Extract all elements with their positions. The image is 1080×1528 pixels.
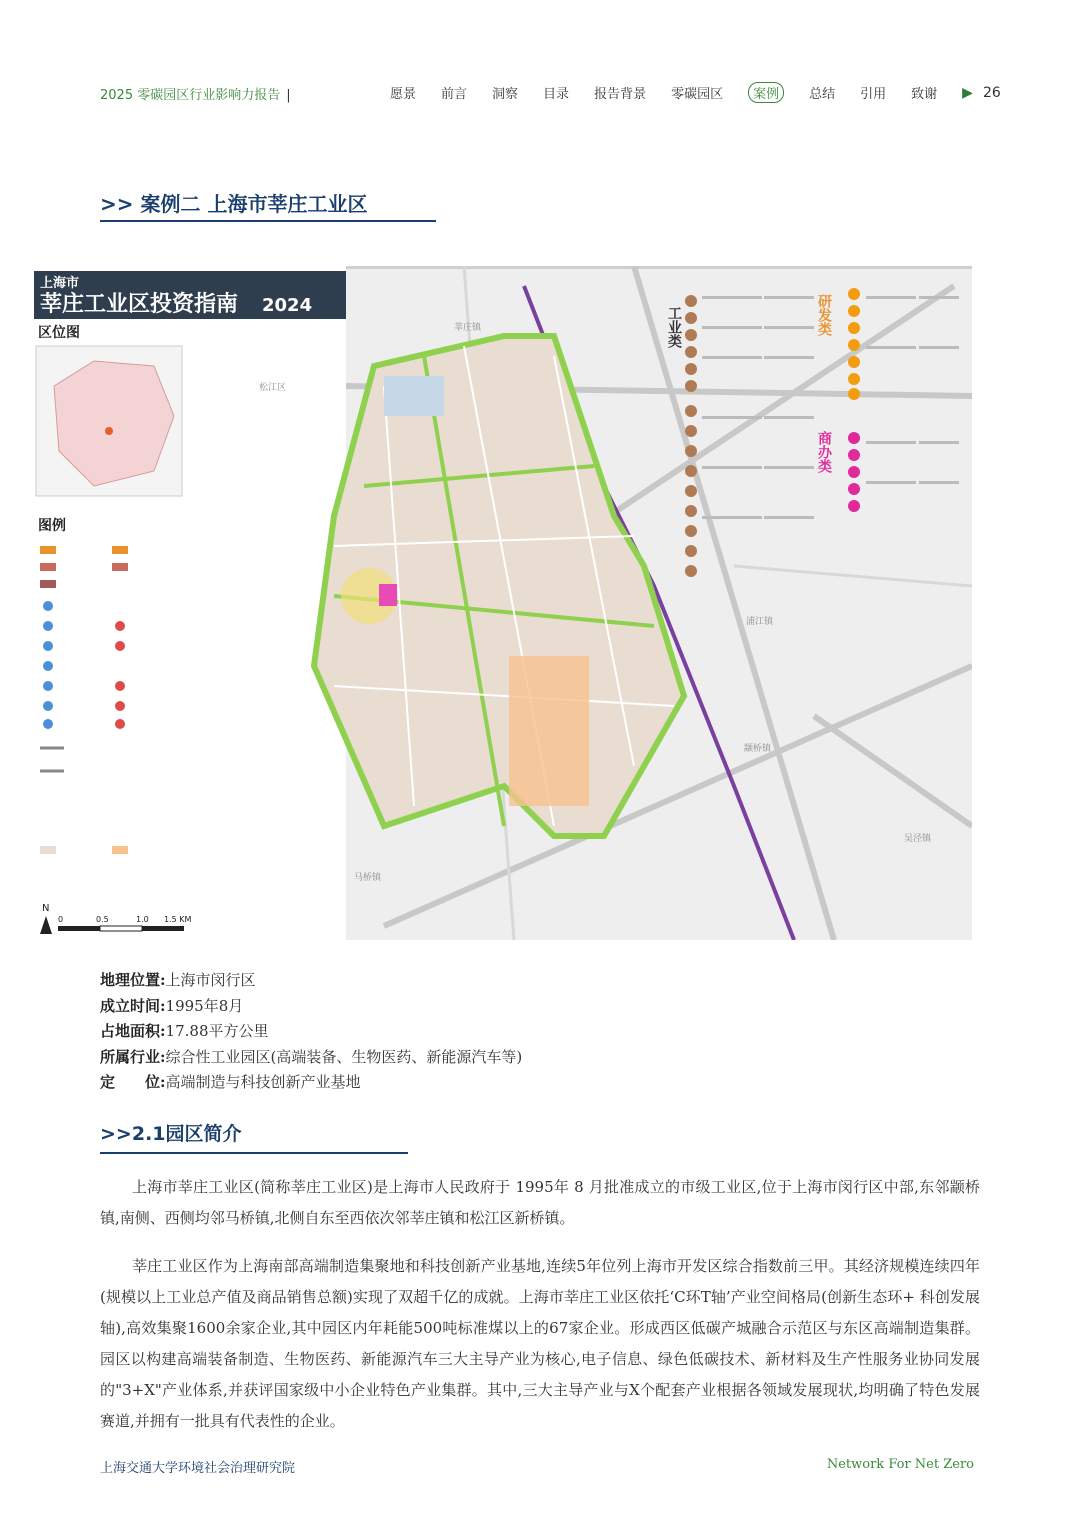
intro-paragraph-2: 莘庄工业区作为上海南部高端制造集聚地和科技创新产业基地,连续5年位列上海市开发区综合指数前三甲。其经济规模连续四年(规模以上工业总产值及商品销售总额)实现了双超千亿的成就。上海市莘庄工业区依托‘C环T轴’产业空间格局(创新生态环+ 科创发展轴),高效集聚1600余家企业,其中园区内年耗能500吨标准煤以上的67家企业。形成西区低碳产城融合示范区与东区高端制造集群。园区以构建高端装备制造、生物医药、新能源汽车三大主导产业为核心,电子信息、绿色低碳技术、新材料及生产性服务业协同发展的"3+X"产业体系,并获评国家级中小企业特色产业集群。其中,三大主导产业与X个配套产业根据各领域发展现状,均明确了特色发展赛道,并拥有一批具有代表性的企业。 (100, 1257, 980, 1430)
place-maqiao: 马桥镇 (354, 873, 382, 883)
subsection-title (100, 1119, 242, 1146)
header-separator: | (286, 88, 291, 103)
info-key: 占地面积: (100, 1022, 166, 1040)
double-chevron-icon: >> (100, 192, 134, 216)
category-commercial: 商办类 (816, 431, 832, 473)
nav-item-summary[interactable]: 总结 (809, 87, 836, 102)
nav-item-insight[interactable]: 洞察 (492, 87, 519, 102)
info-value: 1995年8月 (165, 996, 244, 1015)
category-industrial: 工业类 (666, 306, 682, 348)
nav-item-preface[interactable]: 前言 (441, 87, 468, 102)
intro-paragraph-1: 上海市莘庄工业区(简称莘庄工业区)是上海市人民政府于 1995年 8 月批准成立的市级工业区,位于上海市闵行区中部,东邻颛桥镇,南侧、西侧均邻马桥镇,北侧自东至西依次邻莘庄镇和松江区新桥镇。 (100, 1178, 980, 1227)
info-value: 高端制造与科技创新产业基地 (165, 1073, 361, 1091)
report-title (100, 84, 291, 103)
map-svg (34, 266, 972, 940)
report-title-text: 2025 零碳园区行业影响力报告 (100, 88, 281, 103)
play-arrow-icon[interactable]: ▶ (962, 84, 973, 101)
scale-label-0: 0 (58, 915, 64, 924)
nav-item-zero-carbon-park[interactable]: 零碳园区 (671, 87, 724, 102)
nav-item-contents[interactable]: 目录 (543, 87, 570, 102)
scale-label-15: 1.5 KM (164, 915, 192, 924)
scale-label-05: 0.5 (96, 915, 109, 924)
section-title (100, 188, 367, 217)
subsection-underline (100, 1152, 408, 1154)
category-rd: 研发类 (816, 294, 832, 336)
info-key: 定 位: (100, 1073, 166, 1091)
footer-tagline: Network For Net Zero (826, 1457, 974, 1472)
footer-institute: 上海交通大学环境社会治理研究院 (100, 1461, 296, 1476)
info-key: 成立时间: (100, 996, 166, 1015)
section-title-text: 案例二 上海市莘庄工业区 (140, 192, 368, 216)
title-underline (100, 220, 436, 222)
info-value: 上海市闵行区 (165, 971, 256, 989)
info-row-industry (100, 1045, 522, 1071)
park-info (100, 968, 522, 1096)
info-row-area (100, 1019, 522, 1045)
place-zhuanqiao: 颛桥镇 (744, 744, 772, 754)
location-map-label: 区位图 (38, 325, 80, 341)
nav-item-vision[interactable]: 愿景 (390, 87, 417, 102)
nav-item-cases[interactable]: 案例 (748, 82, 784, 103)
info-row-founded (100, 994, 522, 1020)
info-row-location (100, 968, 522, 994)
place-songjiang: 松江区 (259, 383, 287, 393)
info-row-positioning (100, 1070, 522, 1096)
info-key: 所属行业: (100, 1047, 166, 1066)
place-wujing: 吴泾镇 (904, 834, 932, 844)
nav-item-acknowledgements[interactable]: 致谢 (911, 87, 938, 102)
scale-label-10: 1.0 (136, 915, 149, 924)
info-value: 综合性工业园区(高端装备、生物医药、新能源汽车等) (165, 1047, 523, 1066)
page-number: 26 (982, 84, 1001, 101)
nav-item-background[interactable]: 报告背景 (594, 87, 647, 102)
subsection-title-text: 2.1园区简介 (131, 1123, 242, 1145)
info-value: 17.88平方公里 (165, 1022, 269, 1040)
investment-guide-map (34, 266, 972, 940)
info-key: 地理位置: (100, 971, 166, 989)
map-city-label: 上海市 (40, 276, 80, 291)
map-title: 莘庄工业区投资指南 (40, 292, 239, 317)
map-year: 2024 (262, 295, 313, 316)
place-xinzhuang: 莘庄镇 (454, 323, 482, 333)
nav-item-references[interactable]: 引用 (860, 87, 887, 102)
legend-title: 图例 (38, 518, 66, 534)
double-chevron-icon: >> (100, 1123, 132, 1145)
top-nav (390, 82, 1001, 103)
place-pujiang: 浦江镇 (746, 617, 774, 627)
north-label: N (42, 903, 50, 914)
